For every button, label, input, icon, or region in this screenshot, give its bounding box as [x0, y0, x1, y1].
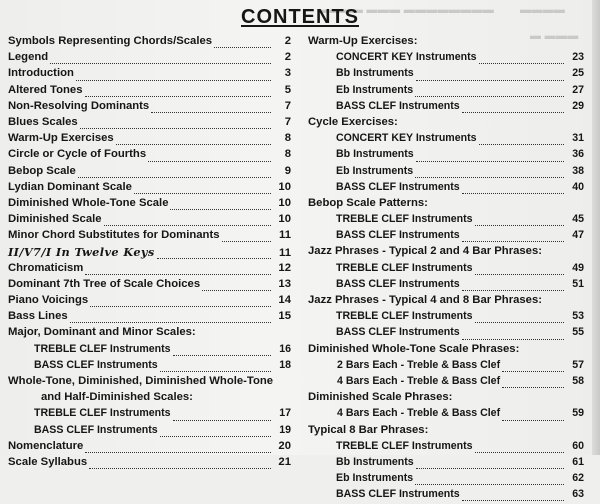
toc-section-heading: Major, Dominant and Minor Scales:: [8, 326, 196, 339]
toc-section-heading: Jazz Phrases - Typical 2 and 4 Bar Phrases:: [308, 245, 542, 258]
page-title: CONTENTS: [241, 6, 359, 28]
toc-entry[interactable]: TREBLE CLEF Instruments 60: [336, 439, 584, 452]
toc-entry[interactable]: BASS CLEF Instruments 18: [34, 358, 291, 371]
toc-entry[interactable]: Legend 2: [8, 51, 291, 64]
toc-section-heading: and Half-Diminished Scales:: [41, 391, 193, 404]
toc-entry[interactable]: TREBLE CLEF Instruments 17: [34, 407, 291, 420]
toc-section-heading: Diminished Whole-Tone Scale Phrases:: [308, 342, 520, 355]
show-through-text: ▬▬▬▬: [520, 4, 566, 16]
toc-entry[interactable]: BASS CLEF Instruments 51: [336, 277, 584, 290]
page-edge-shadow: [592, 0, 600, 455]
toc-entry[interactable]: Blues Scales 7: [8, 115, 291, 128]
toc-entry[interactable]: Symbols Representing Chords/Scales 2: [8, 35, 291, 47]
toc-section-heading: Cycle Exercises:: [308, 115, 398, 128]
toc-entry[interactable]: Eb Instruments 62: [336, 472, 584, 485]
toc-entry[interactable]: CONCERT KEY Instruments 23: [336, 51, 584, 64]
toc-right-column: [308, 35, 584, 504]
toc-entry[interactable]: Non-Resolving Dominants 7: [8, 99, 291, 112]
toc-entry[interactable]: Eb Instruments 38: [336, 164, 584, 177]
toc-section-heading: Typical 8 Bar Phrases:: [308, 423, 429, 436]
toc-entry[interactable]: TREBLE CLEF Instruments 45: [336, 213, 584, 226]
toc-section-heading: Diminished Scale Phrases:: [308, 391, 453, 404]
toc-entry[interactable]: BASS CLEF Instruments 63: [336, 488, 584, 501]
toc-entry[interactable]: Warm-Up Exercises 8: [8, 132, 291, 145]
toc-entry[interactable]: Dominant 7th Tree of Scale Choices 13: [8, 277, 291, 290]
toc-entry[interactable]: Circle or Cycle of Fourths 8: [8, 148, 291, 161]
toc-entry[interactable]: 4 Bars Each - Treble & Bass Clef 58: [337, 374, 584, 387]
toc-entry[interactable]: BASS CLEF Instruments 19: [34, 423, 291, 436]
toc-entry[interactable]: Diminished Whole-Tone Scale 10: [8, 196, 291, 209]
toc-entry[interactable]: Chromaticism 12: [8, 261, 291, 274]
toc-entry[interactable]: Bb Instruments 25: [336, 67, 584, 80]
toc-entry[interactable]: Altered Tones 5: [8, 83, 291, 96]
toc-entry[interactable]: Bb Instruments 61: [336, 455, 584, 468]
toc-section-heading: Warm-Up Exercises:: [308, 35, 418, 47]
toc-entry[interactable]: TREBLE CLEF Instruments 49: [336, 261, 584, 274]
toc-entry[interactable]: Eb Instruments 27: [336, 83, 584, 96]
toc-entry[interactable]: Diminished Scale 10: [8, 213, 291, 226]
toc-entry[interactable]: Nomenclature 20: [8, 439, 291, 452]
toc-entry[interactable]: BASS CLEF Instruments 55: [336, 326, 584, 339]
toc-entry[interactable]: BASS CLEF Instruments 40: [336, 180, 584, 193]
toc-entry[interactable]: TREBLE CLEF Instruments 16: [34, 342, 291, 355]
toc-section-heading: Bebop Scale Patterns:: [308, 196, 428, 209]
toc-entry[interactable]: Piano Voicings 14: [8, 294, 291, 306]
toc-entry[interactable]: II/V7/I In Twelve Keys 11: [8, 245, 291, 260]
toc-entry[interactable]: 4 Bars Each - Treble & Bass Clef 59: [337, 407, 584, 420]
toc-entry[interactable]: CONCERT KEY Instruments 31: [336, 132, 584, 145]
toc-entry[interactable]: BASS CLEF Instruments 47: [336, 229, 584, 242]
toc-entry[interactable]: Bass Lines 15: [8, 310, 291, 323]
toc-left-column: [8, 35, 291, 472]
toc-entry[interactable]: Bb Instruments 36: [336, 148, 584, 161]
toc-entry[interactable]: TREBLE CLEF Instruments 53: [336, 310, 584, 323]
show-through-text: ▬▬▬▬ ▬▬▬ ▬▬▬▬▬▬▬▬: [318, 4, 495, 16]
toc-entry[interactable]: Minor Chord Substitutes for Dominants 11: [8, 229, 291, 242]
show-through-text: ▬ ▬▬▬: [530, 30, 579, 42]
toc-entry[interactable]: Scale Syllabus 21: [8, 455, 291, 468]
toc-entry[interactable]: 2 Bars Each - Treble & Bass Clef 57: [337, 358, 584, 371]
toc-entry[interactable]: Lydian Dominant Scale 10: [8, 180, 291, 193]
toc-entry[interactable]: Bebop Scale 9: [8, 164, 291, 177]
toc-entry[interactable]: Introduction 3: [8, 67, 291, 80]
toc-section-heading: Whole-Tone, Diminished, Diminished Whole-Tone: [8, 374, 274, 387]
toc-section-heading: Jazz Phrases - Typical 4 and 8 Bar Phrases:: [308, 294, 542, 306]
toc-entry[interactable]: BASS CLEF Instruments 29: [336, 99, 584, 112]
